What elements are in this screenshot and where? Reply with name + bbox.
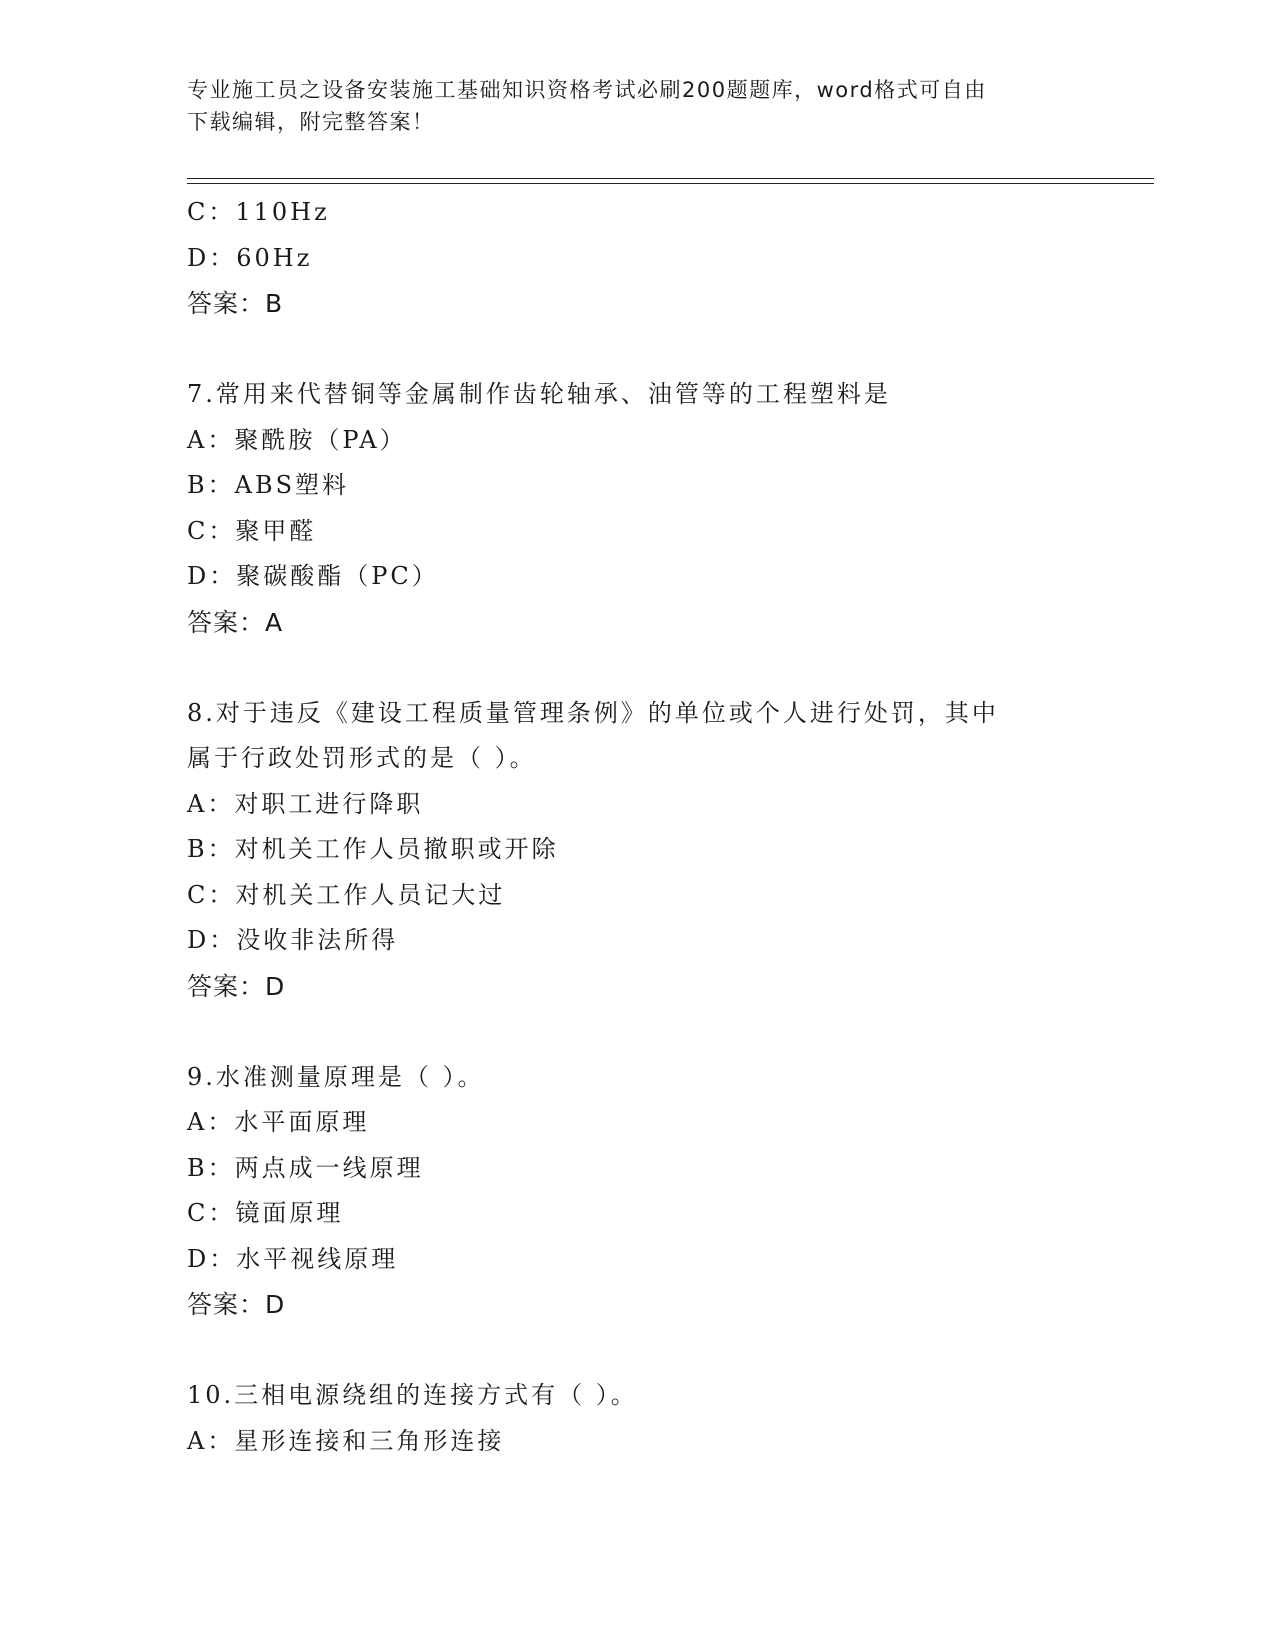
header-title-line-1: 专业施工员之设备安装施工基础知识资格考试必刷200题题库，word格式可自由 [187,78,987,102]
option-b: B：对机关工作人员撤职或开除 [187,835,559,863]
option-c: C：镜面原理 [187,1199,344,1227]
option-d: D：水平视线原理 [187,1244,399,1273]
question-text: 10.三相电源绕组的连接方式有（ ）。 [187,1381,638,1409]
question-block-10 [187,1373,1087,1464]
option-c: C：聚甲醛 [187,516,317,545]
question-text: 7.常用来代替铜等金属制作齿轮轴承、油管等的工程塑料是 [187,380,891,408]
option-a: A：聚酰胺（PA） [187,425,407,454]
option-b: B：两点成一线原理 [187,1153,424,1182]
spacer [187,645,1087,691]
option-d: D：聚碳酸酯（PC） [187,562,439,590]
spacer [187,1328,1087,1374]
question-list [187,190,1087,1464]
option-d: D：60Hz [187,243,313,272]
answer-line: 答案：B [187,289,284,318]
header-title-line-2: 下载编辑，附完整答案！ [187,110,435,134]
option-a: A：对职工进行降职 [187,789,424,818]
header-divider-bottom [187,183,1154,184]
spacer [187,1009,1087,1055]
question-block-9 [187,1055,1087,1328]
answer-line: 答案：D [187,971,286,1001]
option-a: A：水平面原理 [187,1108,370,1136]
question-block-7 [187,372,1087,645]
option-b: B：ABS塑料 [187,471,350,499]
option-c: C：对机关工作人员记大过 [187,880,506,909]
question-text-line-2: 属于行政处罚形式的是（ ）。 [187,744,537,772]
option-d: D：没收非法所得 [187,926,399,954]
question-block-8 [187,691,1087,1010]
option-c: C：110Hz [187,198,330,226]
answer-line: 答案：A [187,607,284,637]
question-block-6 [187,190,1087,327]
option-a: A：星形连接和三角形连接 [187,1426,505,1455]
question-text-line-1: 8.对于违反《建设工程质量管理条例》的单位或个人进行处罚，其中 [187,698,999,727]
question-text: 9.水准测量原理是（ ）。 [187,1062,485,1091]
document-header [187,74,1067,138]
header-divider-top [187,178,1154,179]
spacer [187,327,1087,373]
answer-line: 答案：D [187,1290,286,1319]
